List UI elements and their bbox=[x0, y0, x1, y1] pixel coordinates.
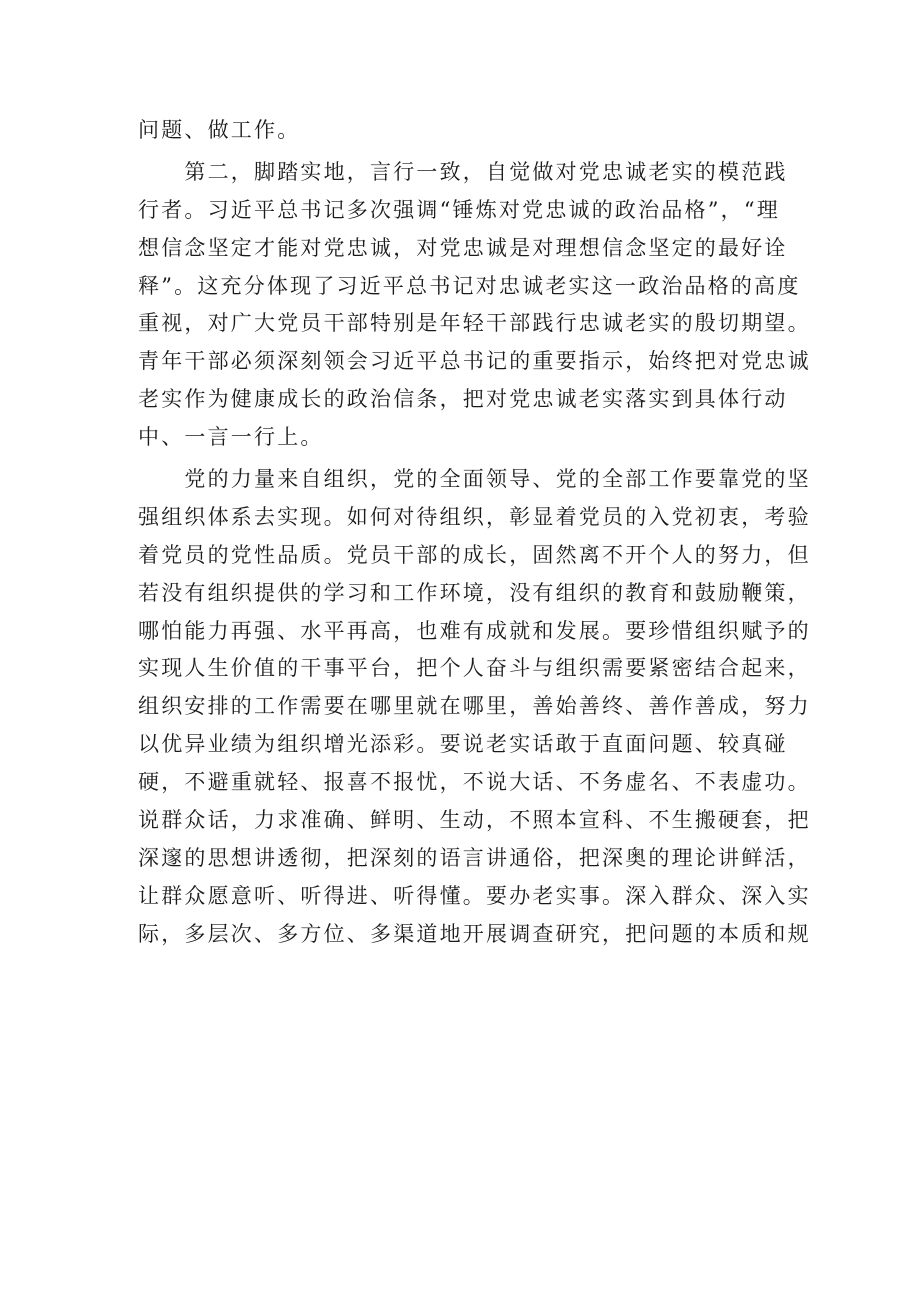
text-line: 际，多层次、多方位、多渠道地开展调查研究，把问题的本质和规 bbox=[138, 921, 811, 946]
text-line: 让群众愿意听、听得进、听得懂。要办老实事。深入群众、深入实 bbox=[138, 883, 811, 908]
text-line: 若没有组织提供的学习和工作环境，没有组织的教育和鼓励鞭策， bbox=[138, 580, 811, 605]
text-line: 以优异业绩为组织增光添彩。要说老实话敢于直面问题、较真碰 bbox=[138, 732, 788, 757]
text-line: 硬，不避重就轻、报喜不报忧，不说大话、不务虚名、不表虚功。 bbox=[138, 770, 811, 795]
text-line: 青年干部必须深刻领会习近平总书记的重要指示，始终把对党忠诚 bbox=[138, 349, 811, 374]
text-line: 着党员的党性品质。党员干部的成长，固然离不开个人的努力，但 bbox=[138, 542, 811, 567]
text-line: 老实作为健康成长的政治信条，把对党忠诚老实落实到具体行动 bbox=[138, 387, 788, 412]
text-line: 中、一言一行上。 bbox=[138, 425, 324, 450]
text-line: 说群众话，力求准确、鲜明、生动，不照本宣科、不生搬硬套，把 bbox=[138, 808, 811, 833]
text-line: 问题、做工作。 bbox=[138, 118, 301, 142]
document-body bbox=[138, 112, 811, 954]
text-line: 实现人生价值的干事平台，把个人奋斗与组织需要紧密结合起来， bbox=[138, 656, 811, 681]
text-line: 强组织体系去实现。如何对待组织，彰显着党员的入党初衷，考验 bbox=[138, 504, 811, 529]
text-line: 组织安排的工作需要在哪里就在哪里，善始善终、善作善成，努力 bbox=[138, 694, 811, 719]
text-line: 重视，对广大党员干部特别是年轻干部践行忠诚老实的殷切期望。 bbox=[138, 311, 811, 336]
text-line: 行者。习近平总书记多次强调“锤炼对党忠诚的政治品格”，“理 bbox=[138, 197, 781, 222]
text-line: 想信念坚定才能对党忠诚，对党忠诚是对理想信念坚定的最好诠 bbox=[138, 235, 788, 260]
text-line: 释”。这充分体现了习近平总书记对忠诚老实这一政治品格的高度 bbox=[138, 273, 801, 298]
text-line: 第二，脚踏实地，言行一致，自觉做对党忠诚老实的模范践 bbox=[138, 159, 788, 184]
text-line: 党的力量来自组织，党的全面领导、党的全部工作要靠党的坚 bbox=[138, 467, 811, 492]
text-line: 深邃的思想讲透彻，把深刻的语言讲通俗，把深奥的理论讲鲜活， bbox=[138, 845, 811, 870]
text-line: 哪怕能力再强、水平再高，也难有成就和发展。要珍惜组织赋予的 bbox=[138, 618, 811, 643]
